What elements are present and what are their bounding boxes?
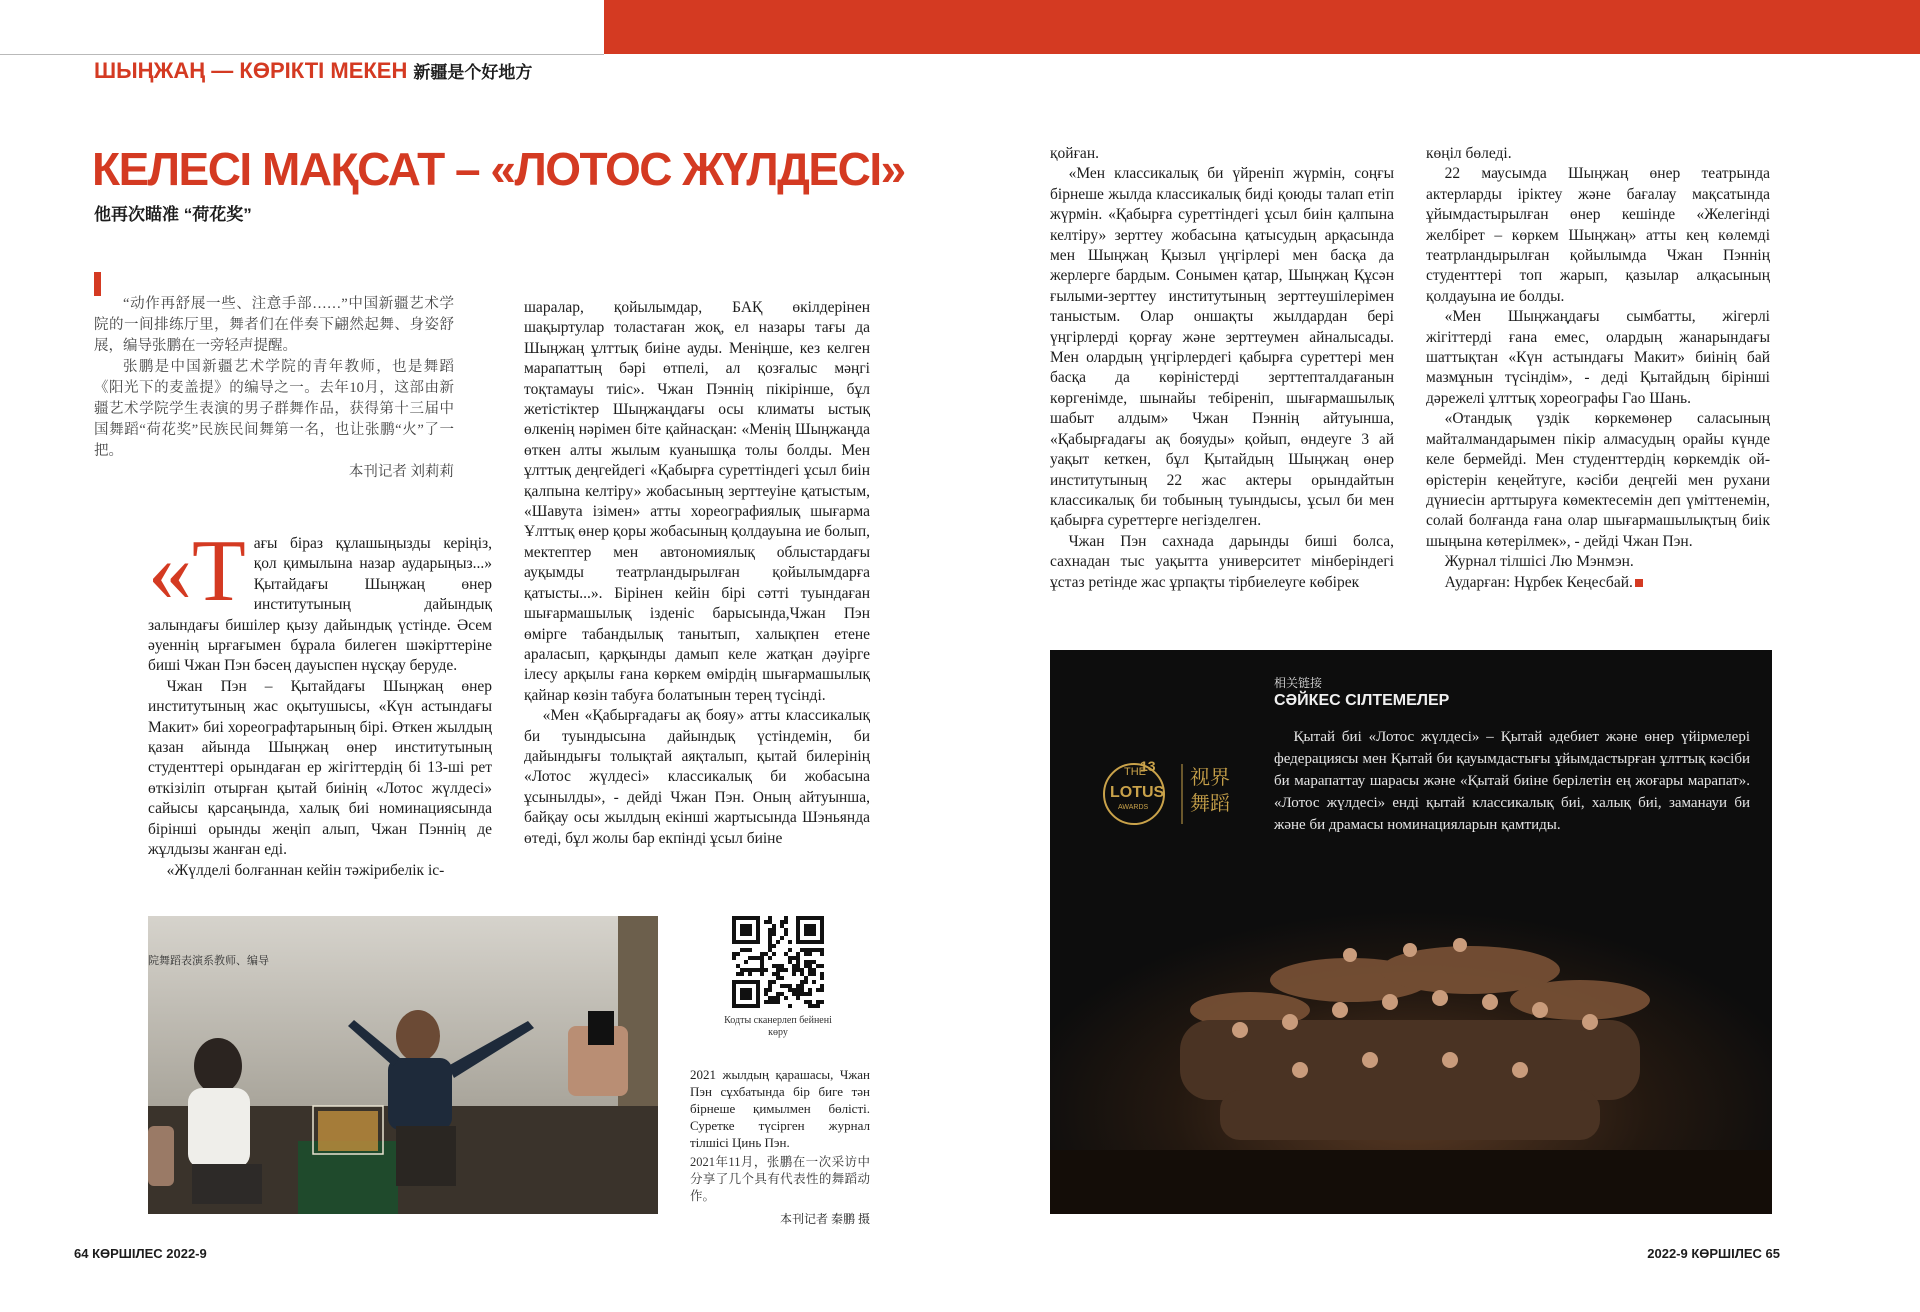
lead-paragraph: «Тағы біраз құлашыңызды керіңіз, қол қимылына назар аударыңыз...» Қытайдағы Шыңжаң өнер институтының дайындық залындағы бишілер қызу дайындық үстінде. Әсем әуеннің ырғағымен бұрала билеген шәкірттеріне биші Чжан Пэн бәсең дауыспен нұсқау беруде.	[148, 523, 492, 675]
article-column-3	[1050, 144, 1394, 593]
caption-cn: 2021年11月，张鹏在一次采访中分享了几个具有代表性的舞蹈动作。	[690, 1155, 870, 1203]
logo-lotus: LOTUS	[1110, 784, 1165, 801]
photo-caption	[690, 1066, 870, 1231]
caption-byline: 本刊记者 秦鹏 摄	[779, 1212, 870, 1226]
logo-the: THE	[1124, 766, 1146, 778]
qr-code-graphic	[732, 916, 824, 1008]
intro-paragraph: “动作再舒展一些、注意手部……”中国新疆艺术学院的一间排练厅里，舞者们在伴奏下翩然起舞、身姿舒展，编导张鹏在一旁轻声提醒。	[94, 296, 454, 354]
intro-marker	[94, 272, 101, 296]
body-paragraph: «Мен «Қабырғадағы ақ бояу» атты классикалық би туындысына дайындық үстіндемін, би дайындығы толықтай аяқталып, қытай билерінің «Лотос жүлдесі» классикалық би жобасына ұсынылды», - дейді Чжан Пэн. Оның айтуынша, байқау осы жылдың екінші жартысында Шэньянда өтеді, бұл жолы бар екпінді ұсыл биіне	[524, 707, 870, 847]
related-heading: СӘЙКЕС СІЛТЕМЕЛЕР	[1274, 692, 1450, 709]
intro-cn	[94, 294, 454, 483]
intro-paragraph: 张鹏是中国新疆艺术学院的青年教师，也是舞蹈《阳光下的麦盖提》的编导之一。去年10月，这部由新疆艺术学院学生表演的男子群舞作品，获得第十三届中国舞蹈“荷花奖”民族民间舞第一名，也让张鹏“火”了一把。	[94, 359, 454, 459]
related-links-box	[1050, 650, 1772, 1214]
section-title-kz: ШЫҢЖАҢ — КӨРІКТІ МЕКЕН	[94, 58, 408, 83]
translator-credit: Аударған: Нұрбек Кеңесбай.	[1426, 573, 1770, 593]
body-paragraph: көңіл бөледі.	[1426, 145, 1512, 162]
interview-photo	[148, 916, 658, 1214]
header-rule	[0, 54, 604, 55]
lotus-awards-logo	[1098, 754, 1248, 834]
body-paragraph: 22 маусымда Шыңжаң өнер театрында актерларды іріктеу және бағалау мақсатында ұйымдастырылған өнер кешінде «Желегінді желбірет – көркем Шыңжаң» атты кең көлемді театрландырылған қойылымда Чжан Пэннің студенттері топ жарып, қазылар алқасының қолдауына ие болды.	[1426, 165, 1770, 305]
body-paragraph: Чжан Пэн – Қытайдағы Шыңжаң өнер институтының жас оқытушысы, «Күн астындағы Макит» биі хореографтарының бірі. Өткен жылдың қазан айында Шыңжаң өнер институтының студенттері орындаған ер жігіттердің бі 13-ші рет өткізіліп отырған қытай биінің «Лотос жүлдесі» сайысы қарсаңында, халық биі номинациясында бірінші орынды жеңіп алып, Чжан Пэннің де жұлдызы жанған еді.	[148, 677, 492, 859]
article-subtitle: 他再次瞄准 “荷花奖”	[94, 205, 252, 224]
related-text: Қытай биі «Лотос жүлдесі» – Қытай әдебиет және өнер үйірмелері федерациясы мен Қытай би қауымдастығы ұйымдастырған ұлттық кәсіби би марапаттау шарасы және «Қытай биіне берілетін ең жоғары марапат». «Лотос жүлдесі» енді қытай классикалық биі, халық биі, заманауи би және би драмасы номинацияларын қамтиды.	[1274, 729, 1750, 833]
article-column-2	[524, 298, 870, 849]
section-title-cn: 新疆是个好地方	[413, 63, 533, 82]
article-column-4	[1426, 144, 1770, 593]
drop-cap: «Т	[148, 523, 246, 620]
end-mark	[1635, 579, 1643, 587]
qr-code[interactable]	[732, 916, 824, 1008]
body-paragraph: шаралар, қойылымдар, БАҚ өкілдерінен шақыртулар толастаған жоқ, ел назары тағы да Шыңжаң ұлттық биіне ауды. Меніңше, кез келген марапаттың бәрі өтпелі, ал қозғалыс мәңгі тоқтамауы тиіс». Чжан Пэннің пікірінше, бұл жетістіктер Шыңжаңдағы осы климаты ыстық өлкенің нәрімен біте қайнасқан: «Менің Шыңжаңда өткен алты жылым куанышқа толы болды. Мен ұлттық деңгейдегі «Қабырға суреттіндегі ұсыл биін қалпына келтіру» жобасының зерттеуіне қатыстым, «Шавута ізімен» атты хореографиялық шығарма Ұлттық өнер қоры жобасының қолдауына ие болып, мектептер мен автономиялық облыстардағы ауқымды театрландырылған қойылымдарға қатысты...». Бірінен кейін бірі сәтті туындаған шығармашылық ізденіс барысында,Чжан Пэн өміргe табандылық танытып, халықпен етене араласып, қарқынды дамып келе жатқан дәуірге ілесу арқылы ғана көркем өмірдің шығармашылық қайнар көзін табуға болатынын терең түсінді.	[524, 299, 870, 704]
body-paragraph: «Мен Шыңжаңдағы сымбатты, жігерлі жігіттерді ғана емес, олардың жанарындағы шаттықтан «Күн астындағы Макит» биінің бай мазмұнын түсіндім», - деді Қытайдың бірінші дәрежелі ұлттық хореографы Гао Шань.	[1426, 308, 1770, 407]
reporter-credit: Журнал тілшісі Лю Мэнмэн.	[1444, 553, 1634, 571]
body-paragraph: қойған.	[1050, 145, 1099, 162]
caption-kz: 2021 жылдың қарашасы, Чжан Пэн сұхбатында бір биге тән бірнеше қимылмен бөлісті. Суретке түсірген журнал тілшісі Цинь Пэн.	[690, 1067, 870, 1150]
footer-right: 2022-9 КӨРШІЛЕС 65	[1647, 1246, 1780, 1261]
related-link-label: 相关链接	[1274, 676, 1323, 690]
body-paragraph: «Жүлделі болғаннан кейін тәжірибелік іс-	[166, 861, 445, 879]
qr-caption: Кодты сканерлеп бейнені көру	[724, 1015, 832, 1038]
logo-cn: 视界 舞蹈	[1190, 765, 1230, 815]
body-paragraph: Чжан Пэн сахнада дарынды биші болса, сахнадан тыс уақытта университет мінберіндегі ұстаз ретінде жас ұрпақты тірбиелеуге көбірек	[1050, 532, 1394, 591]
logo-awards: AWARDS	[1118, 804, 1149, 811]
body-paragraph: «Мен классикалық би үйреніп жүрмін, соңғы бірнеше жылда классикалық биді қоюды талап етіп жүрмін. «Қабырға суреттіндегі ұсыл биін қалпына келтіру» зерттеу жобасына қатысудың арқасында мен Шыңжаң Қызыл үңгірлері мен басқа да жерлерге бардым. Сонымен қатар, Шыңжаң Құсән ғылыми-зерттеу институтының зерттеушілерімен таныстым. Олар оншақты жылдардан бері үңгірлерді қорғау және зерттеумен айналысады. Мен олардың үңгірлердегі қабырға суреттері мен басқа да көріністерді зерттептaлдағанын көргенімде, шынайы тебіреніп, шығармашылық шабыт алдым» Чжан Пэннің айтуынша, «Қабырғадағы ақ бояуды» қойып, өндеуге 3 ай уақыт кеткен, бұл Қытайдың Шыңжаң өнер институтының 22 жас актеры орындайтын классикалық би тобының туындысы, ұсыл би мен қабырға суреттерге негізделген.	[1050, 165, 1394, 530]
intro-byline: 本刊记者 刘莉莉	[348, 464, 454, 480]
logo-number: 13	[1140, 758, 1156, 774]
article-column-1	[148, 523, 492, 881]
article-title: КЕЛЕСІ МАҚСАТ – «ЛОТОС ЖҮЛДЕСІ»	[92, 143, 905, 195]
photo-screen-text: 院舞蹈表演系教师、编导	[148, 955, 269, 967]
section-header	[94, 58, 532, 84]
body-paragraph: «Отандық үздік көркемөнер саласының майталмандарымен пікір алмасудың орайы күнде келе бермейді. Мен студенттердің көркемдік ой-өрістерін кеңейтуге, кәсіби деңгейі мен рухани дүниесін арттыруға көмектесемін деп үміттенемін, солай болғанда ғана олар шығармашылықтың биік шыңына көтерілмек», - дейді Чжан Пэн.	[1426, 410, 1770, 550]
header-red-bar	[604, 0, 1920, 54]
footer-left: 64 КӨРШІЛЕС 2022-9	[74, 1246, 207, 1261]
